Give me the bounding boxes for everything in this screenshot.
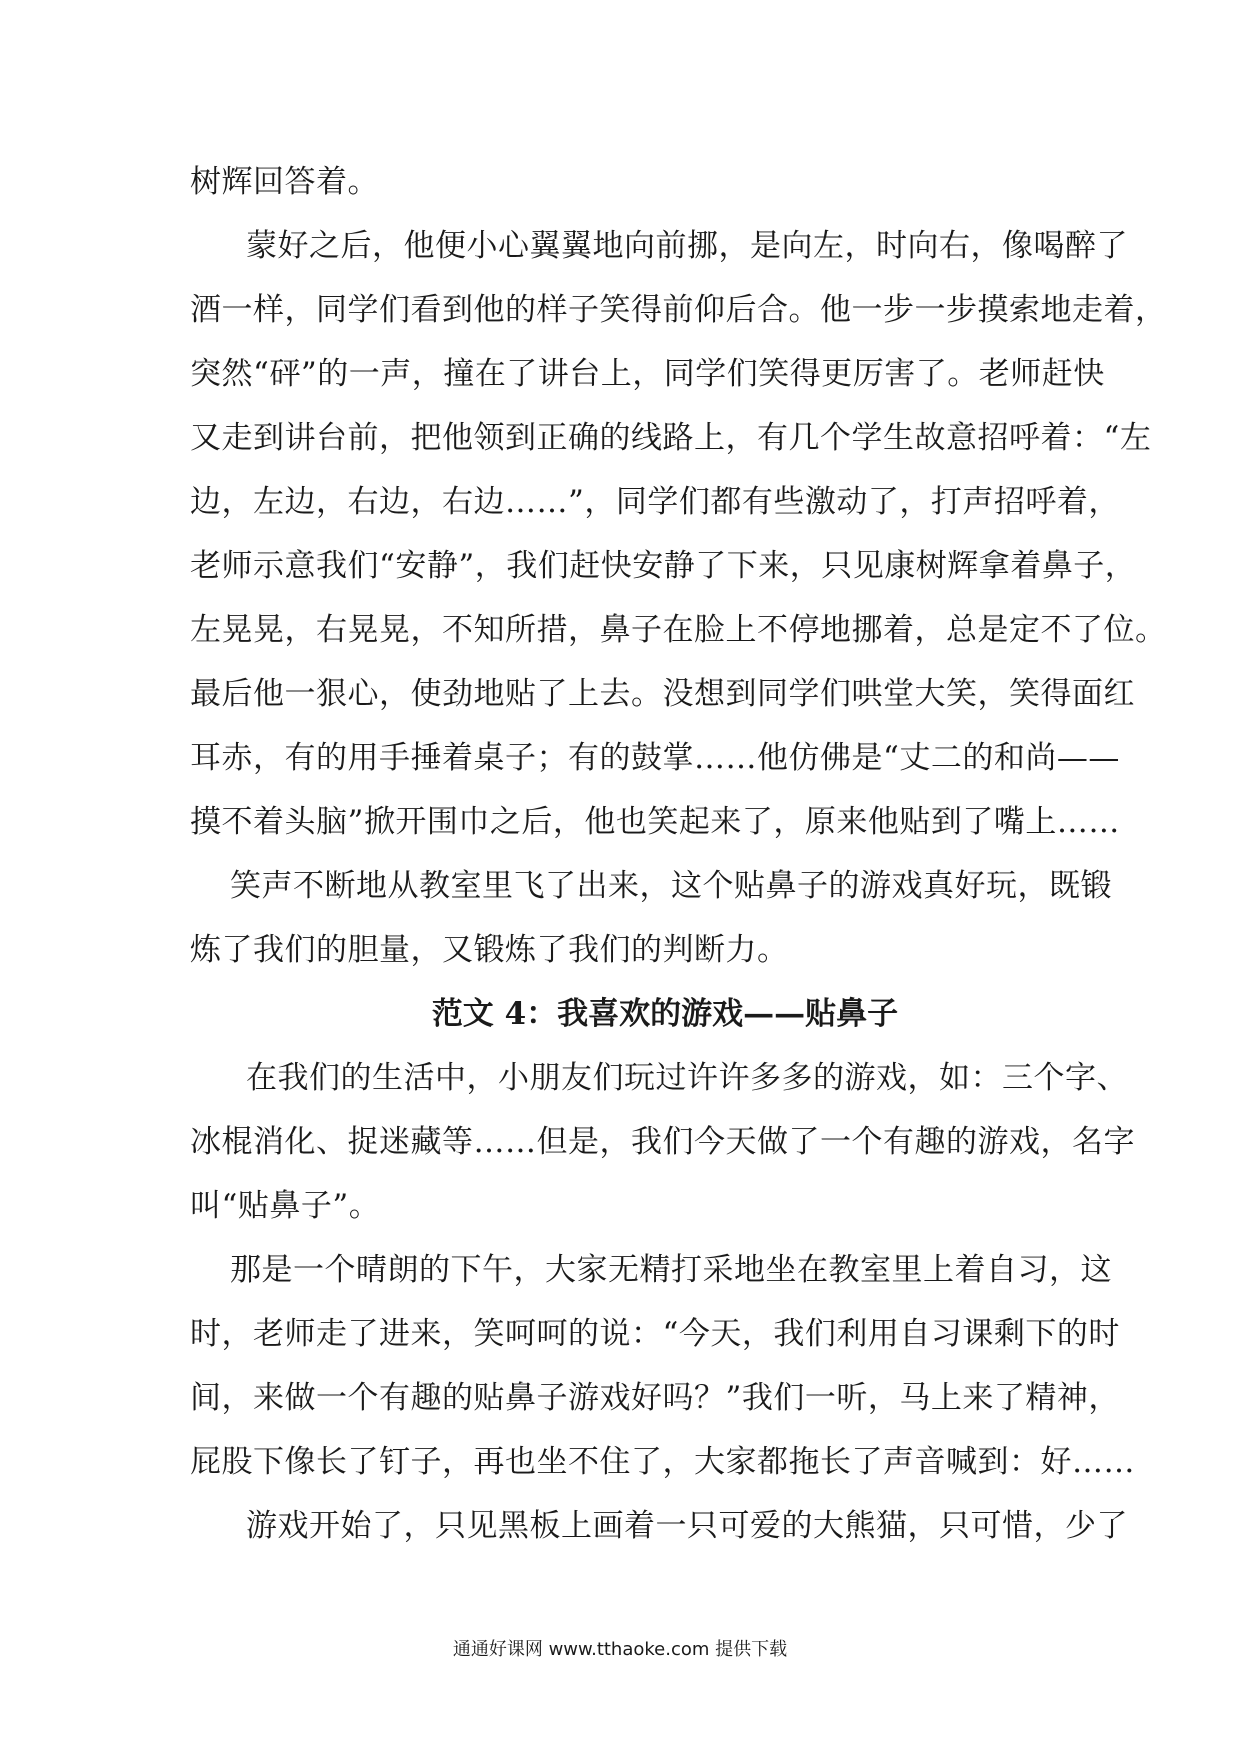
text-line: 在我们的生活中，小朋友们玩过许许多多的游戏，如：三个字、 bbox=[246, 1060, 1128, 1096]
text-line: 炼了我们的胆量，又锻炼了我们的判断力。 bbox=[190, 932, 789, 968]
text-line: 冰棍消化、捉迷藏等……但是，我们今天做了一个有趣的游戏，名字 bbox=[190, 1124, 1135, 1160]
text-line: 那是一个晴朗的下午，大家无精打采地坐在教室里上着自习，这 bbox=[230, 1252, 1112, 1288]
text-line: 叫“贴鼻子”。 bbox=[190, 1188, 381, 1224]
text-line: 酒一样，同学们看到他的样子笑得前仰后合。他一步一步摸索地走着， bbox=[190, 292, 1167, 328]
text-line: 又走到讲台前，把他领到正确的线路上，有几个学生故意招呼着：“左 bbox=[190, 420, 1152, 456]
text-line: 游戏开始了，只见黑板上画着一只可爱的大熊猫，只可惜，少了 bbox=[246, 1508, 1128, 1544]
document-body bbox=[190, 150, 1167, 1558]
page-footer: 通通好课网 www.tthaoke.com 提供下载 bbox=[452, 1639, 788, 1660]
text-line: 耳赤，有的用手捶着桌子；有的鼓掌……他仿佛是“丈二的和尚—— bbox=[190, 740, 1120, 776]
text-line: 树辉回答着。 bbox=[190, 164, 379, 200]
text-line: 摸不着头脑”掀开围巾之后，他也笑起来了，原来他贴到了嘴上…… bbox=[190, 804, 1120, 840]
text-line: 老师示意我们“安静”，我们赶快安静了下来，只见康树辉拿着鼻子， bbox=[190, 548, 1137, 584]
text-line: 屁股下像长了钉子，再也坐不住了，大家都拖长了声音喊到：好…… bbox=[190, 1444, 1135, 1480]
text-line: 时，老师走了进来，笑呵呵的说：“今天，我们利用自习课剩下的时 bbox=[190, 1316, 1120, 1352]
text-line: 左晃晃，右晃晃，不知所措，鼻子在脸上不停地挪着，总是定不了位。 bbox=[190, 612, 1167, 648]
text-line: 笑声不断地从教室里飞了出来，这个贴鼻子的游戏真好玩，既锻 bbox=[230, 868, 1112, 904]
text-line: 间，来做一个有趣的贴鼻子游戏好吗？”我们一听，马上来了精神， bbox=[190, 1380, 1120, 1416]
essay-heading: 范文 4：我喜欢的游戏——贴鼻子 bbox=[431, 996, 899, 1032]
text-line: 最后他一狠心，使劲地贴了上去。没想到同学们哄堂大笑，笑得面红 bbox=[190, 676, 1135, 712]
text-line: 突然“砰”的一声，撞在了讲台上，同学们笑得更厉害了。老师赶快 bbox=[190, 356, 1105, 392]
text-line: 蒙好之后，他便小心翼翼地向前挪，是向左，时向右，像喝醉了 bbox=[246, 228, 1128, 264]
text-line: 边，左边，右边，右边……”，同学们都有些激动了，打声招呼着， bbox=[190, 484, 1120, 520]
